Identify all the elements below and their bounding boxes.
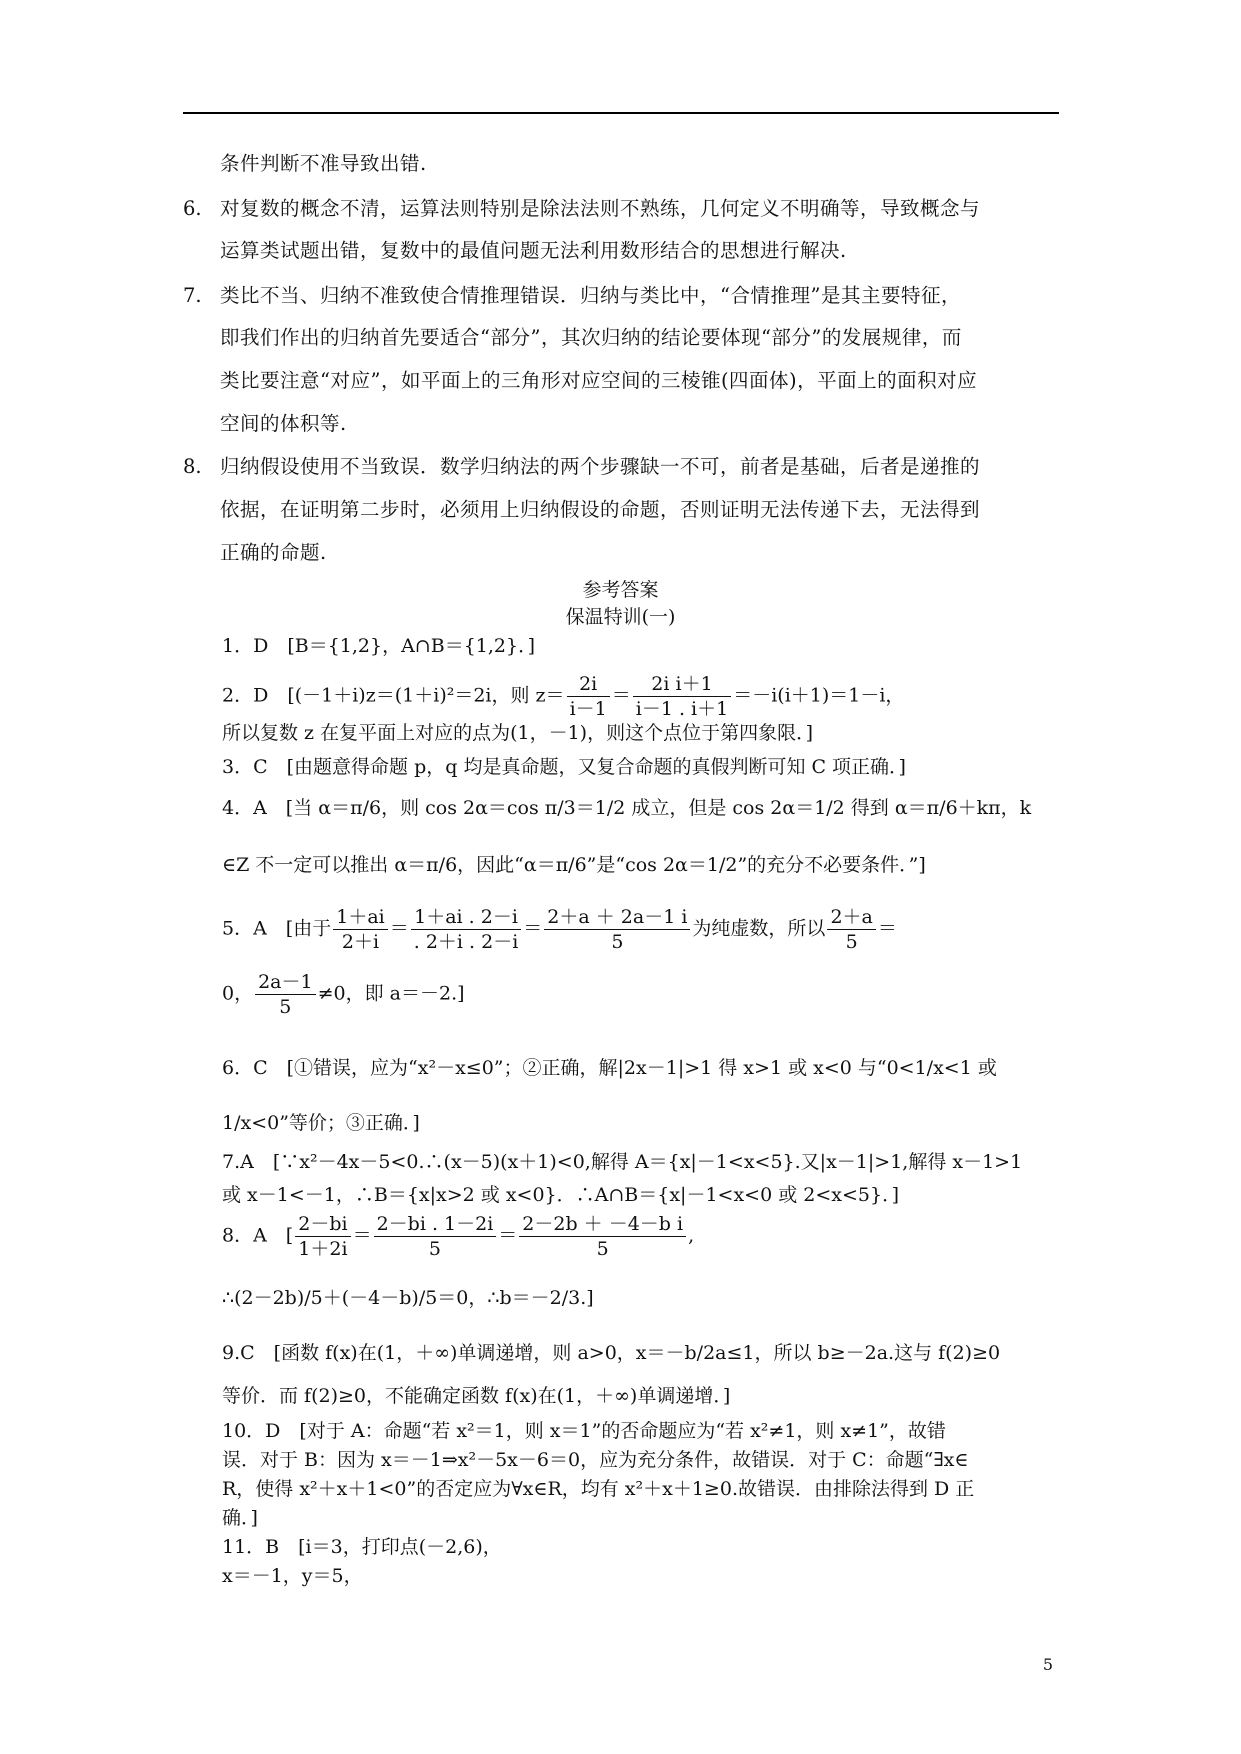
answer-10-line1: 10．D [对于 A：命题“若 x²＝1，则 x＝1”的否命题应为“若 x²≠1，则 x≠1”，故错 bbox=[222, 1420, 946, 1442]
answer-8-fraction-3-den: 5 bbox=[596, 1238, 609, 1260]
answer-8-prefix: 8．A [ bbox=[222, 1224, 294, 1247]
note-8-line3: 正确的命题. bbox=[220, 541, 327, 564]
answer-5-line1: 5．A [由于 $\frac{1+ai}{2+i}$ ＝ $\frac{1+ai . 2-i}{. 2+i . 2-i}$ ＝ $\frac{2+a + 2a-1 i}{5}$ 为纯虚数，所以 $\frac{2+a}{5}$ ＝ bbox=[222, 906, 897, 953]
header-rule bbox=[183, 112, 1059, 114]
answer-5-fraction-1 bbox=[333, 905, 388, 954]
answer-8-fraction-1-den: 1＋2i bbox=[298, 1238, 348, 1260]
answer-8-fraction-3 bbox=[519, 1212, 686, 1261]
answer-11-line2: x＝－1，y＝5， bbox=[222, 1565, 363, 1587]
answer-5-fraction-4-num: 2＋a bbox=[827, 905, 875, 930]
answer-2-fraction-2 bbox=[633, 672, 731, 721]
answer-5-fraction-5-den: 5 bbox=[279, 996, 292, 1018]
answer-10-line2: 误．对于 B：因为 x＝－1⇒x²－5x－6＝0，应为充分条件，故错误．对于 C：命题“∃x∈ bbox=[222, 1449, 969, 1471]
answer-5-fraction-3-den: 5 bbox=[611, 931, 624, 953]
note-6-line2: 运算类试题出错，复数中的最值问题无法利用数形结合的思想进行解决. bbox=[220, 239, 847, 262]
note-8-line1: 归纳假设使用不当致误．数学归纳法的两个步骤缺一不可，前者是基础，后者是递推的 bbox=[220, 455, 981, 478]
answer-6-line2: 1/x<0”等价；③正确．] bbox=[222, 1112, 420, 1134]
answer-7-line2: 或 x－1<－1，∴B＝{x|x>2 或 x<0}．∴A∩B＝{x|－1<x<0 或 2<x<5}．] bbox=[222, 1184, 899, 1206]
answer-8-line1: 8．A [ $\frac{2-bi}{1+2i}$ ＝ $\frac{2-bi . 1-2i}{5}$ ＝ $\frac{\text{2－2b ＋ －4－b i}}{5}$ , bbox=[222, 1213, 695, 1260]
note-7-number: 7. bbox=[183, 284, 202, 307]
answer-2-fraction-2-num: 2i i＋1 bbox=[633, 672, 731, 697]
answer-2-fraction-1-den: i－1 bbox=[569, 698, 607, 720]
answer-6-line1: 6．C [①错误，应为“x²－x≤0”；②正确，解|2x－1|>1 得 x>1 或 x<0 与“0<1/x<1 或 bbox=[222, 1057, 997, 1079]
note-7-line3: 类比要注意“对应”，如平面上的三角形对应空间的三棱锥(四面体)，平面上的面积对应 bbox=[220, 369, 978, 392]
answer-5-fraction-2-num: 1＋ai . 2－i bbox=[411, 905, 522, 930]
answer-5-fraction-2-den: . 2＋i . 2－i bbox=[413, 931, 519, 953]
answer-2-fraction-1 bbox=[567, 672, 610, 721]
answer-8-fraction-3-num: 2－2b ＋ －4－b i bbox=[519, 1212, 686, 1237]
answer-4-line2: ∈Z 不一定可以推出 α＝π/6，因此“α＝π/6”是“cos 2α＝1/2”的充分不必要条件．”] bbox=[222, 854, 926, 876]
page-number: 5 bbox=[1042, 1655, 1053, 1674]
answer-2-prefix: 2．D [(－1＋i)z＝(1＋i)²＝2i，则 z＝ bbox=[222, 684, 565, 707]
answer-2-suffix: ＝－i(i＋1)＝1－i， bbox=[733, 684, 905, 707]
note-8-number: 8. bbox=[183, 455, 202, 478]
answer-5-prefix: 5．A [由于 bbox=[222, 917, 332, 940]
answer-3: 3．C [由题意得命题 p，q 均是真命题，又复合命题的真假判断可知 C 项正确．] bbox=[222, 756, 906, 778]
answer-9-line2: 等价．而 f(2)≥0，不能确定函数 f(x)在(1，＋∞)单调递增．] bbox=[222, 1385, 731, 1407]
note-7-line2: 即我们作出的归纳首先要适合“部分”，其次归纳的结论要体现“部分”的发展规律，而 bbox=[220, 326, 962, 349]
answer-5-line2 bbox=[222, 970, 465, 1019]
answer-5-fraction-4 bbox=[827, 905, 875, 954]
answer-5-fraction-3-num: 2＋a ＋ 2a－1 i bbox=[544, 905, 690, 930]
answer-11-line1: 11．B [i＝3，打印点(－2,6)， bbox=[222, 1536, 502, 1558]
answer-5-fraction-1-num: 1＋ai bbox=[333, 905, 388, 930]
answers-subheading: 保温特训(一) bbox=[565, 606, 676, 628]
note-7-line1: 类比不当、归纳不准致使合情推理错误．归纳与类比中，“合情推理”是其主要特征， bbox=[220, 284, 961, 307]
answer-2-line2: 所以复数 z 在复平面上对应的点为(1，－1)，则这个点位于第四象限．] bbox=[222, 722, 814, 744]
answer-5-fraction-3 bbox=[544, 905, 690, 954]
answer-7-line1: 7.A [∵x²－4x－5<0.∴(x－5)(x＋1)<0,解得 A＝{x|－1<x<5}.又|x－1|>1,解得 x－1>1 bbox=[222, 1151, 1023, 1173]
answer-2-fraction-2-den: i－1 . i＋1 bbox=[635, 698, 729, 720]
answer-8-fraction-2-num: 2－bi . 1－2i bbox=[374, 1212, 497, 1237]
answer-5-fraction-5-num: 2a－1 bbox=[255, 970, 316, 995]
note-8-line2: 依据，在证明第二步时，必须用上归纳假设的命题，否则证明无法传递下去，无法得到 bbox=[220, 498, 981, 521]
answer-4-line1: 4．A [当 α＝π/6，则 cos 2α＝cos π/3＝1/2 成立，但是 cos 2α＝1/2 得到 α＝π/6＋kπ，k bbox=[222, 797, 1032, 819]
answer-8-fraction-1 bbox=[295, 1212, 350, 1261]
note-5-continuation: 条件判断不准导致出错. bbox=[220, 152, 427, 175]
answer-8-fraction-1-num: 2－bi bbox=[295, 1212, 350, 1237]
answer-5-fraction-4-den: 5 bbox=[845, 931, 858, 953]
answer-2-fraction-1-num: 2i bbox=[567, 672, 610, 697]
answer-5-line2-suffix: ≠0，即 a＝－2.] bbox=[317, 982, 465, 1005]
answer-8-fraction-2 bbox=[374, 1212, 497, 1261]
answer-10-line4: 确．] bbox=[222, 1507, 258, 1529]
note-7-line4: 空间的体积等. bbox=[220, 412, 347, 435]
answer-5-fraction-1-den: 2＋i bbox=[341, 931, 380, 953]
answer-10-line3: R，使得 x²＋x＋1<0”的否定应为∀x∈R，均有 x²＋x＋1≥0.故错误．由排除法得到 D 正 bbox=[222, 1478, 975, 1500]
answer-5-fraction-2 bbox=[411, 905, 522, 954]
answer-1: 1．D [B＝{1,2}，A∩B＝{1,2}．] bbox=[222, 635, 535, 657]
answer-5-fraction-5 bbox=[255, 970, 316, 1019]
answer-9-line1: 9.C [函数 f(x)在(1，＋∞)单调递增，则 a>0，x＝－b/2a≤1，所以 b≥－2a.这与 f(2)≥0 bbox=[222, 1342, 1001, 1364]
note-6-line1: 对复数的概念不清，运算法则特别是除法法则不熟练，几何定义不明确等，导致概念与 bbox=[220, 197, 981, 220]
answer-5-mid: 为纯虚数，所以 bbox=[692, 917, 826, 940]
answer-8-line2: ∴(2－2b)/5＋(－4－b)/5＝0，∴b＝－2/3.] bbox=[222, 1287, 594, 1309]
answers-heading: 参考答案 bbox=[582, 579, 659, 601]
answer-8-fraction-2-den: 5 bbox=[428, 1238, 441, 1260]
answer-5-line2-prefix: 0， bbox=[222, 982, 254, 1005]
answer-2-line1: 2．D [(－1＋i)z＝(1＋i)²＝2i，则 z＝ $\frac{2i}{i-1}$ ＝ $\frac{\text{2i i＋1}}{i-1 . i+1}$ ＝－i(i＋1)＝1－i， bbox=[222, 673, 905, 720]
note-6-number: 6. bbox=[183, 197, 202, 220]
